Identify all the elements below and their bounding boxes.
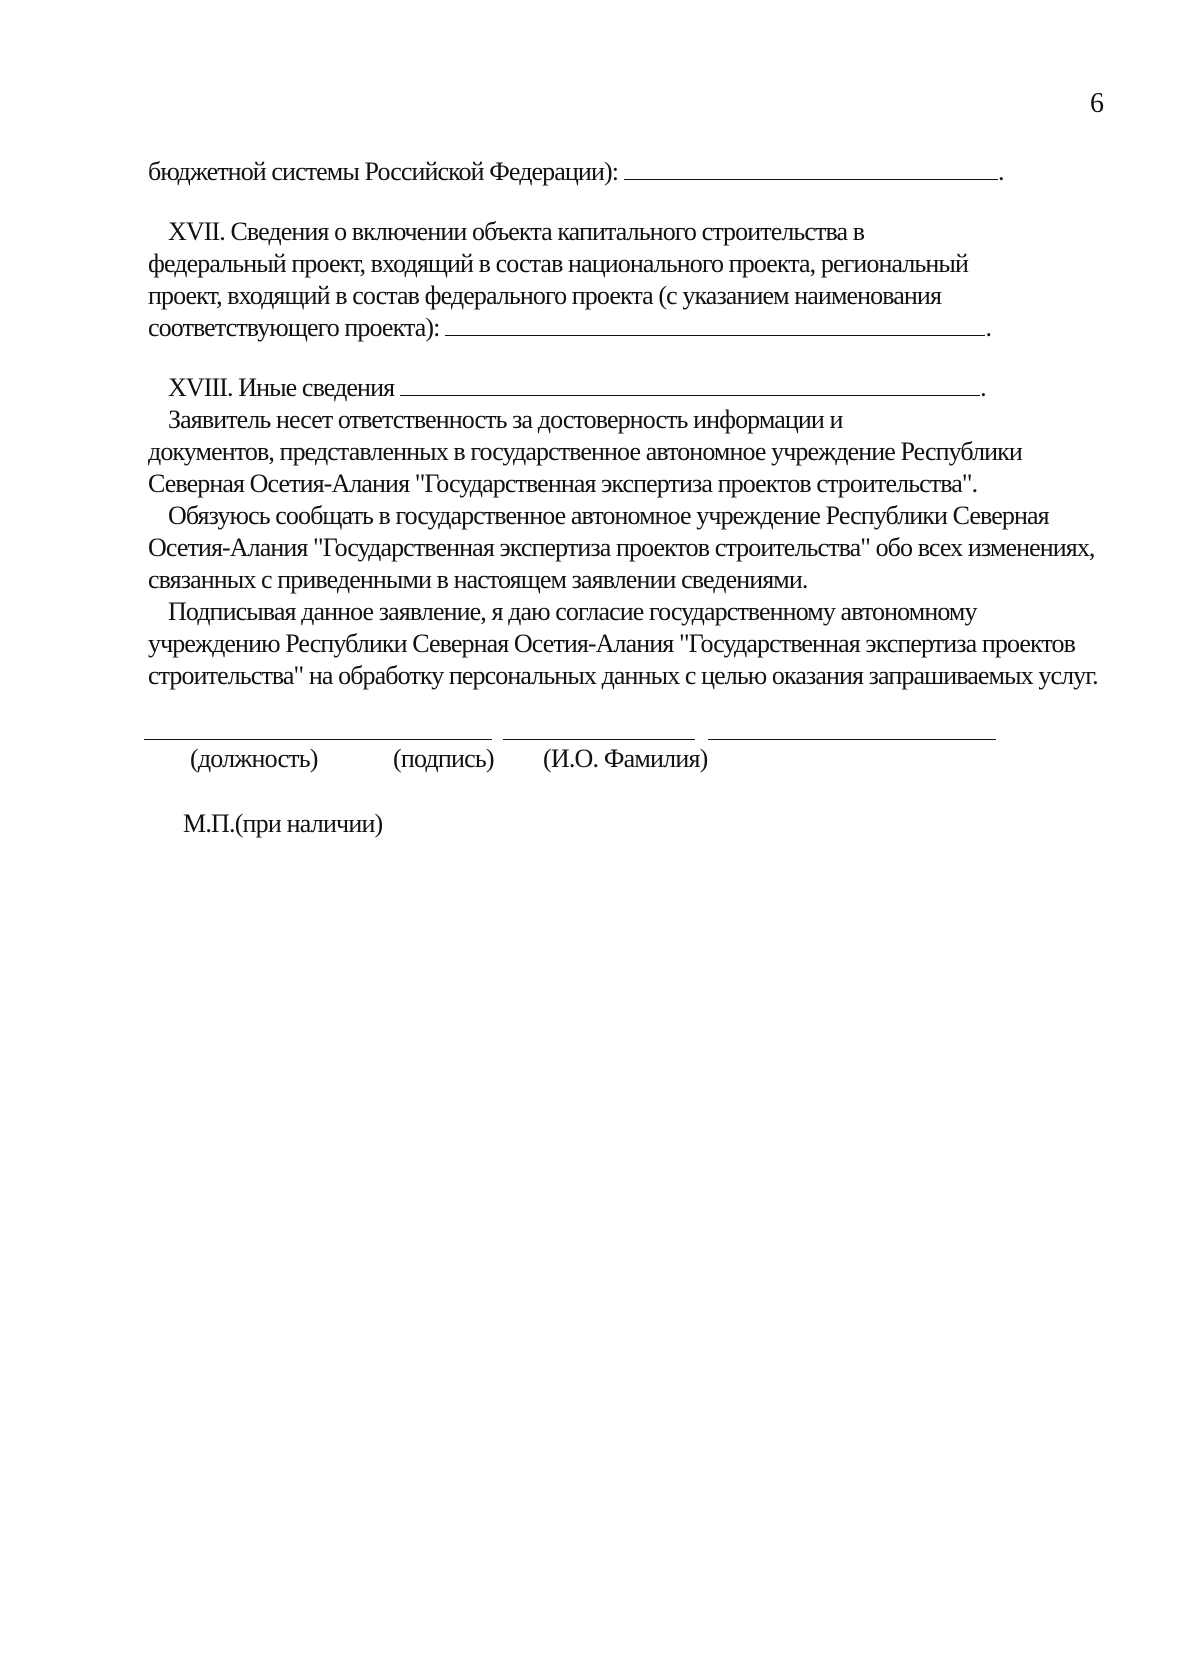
full-name-caption: (И.О. Фамилия) (543, 744, 708, 773)
section-17-line-4 (148, 312, 991, 344)
budget-system-text: бюджетной системы Российской Федерации): (148, 157, 619, 186)
section-17-line-4-text: соответствующего проекта): (148, 313, 440, 342)
notify-line-3: связанных с приведенными в настоящем заявлении сведениями. (148, 565, 808, 594)
position-caption: (должность) (190, 744, 318, 773)
signature-line[interactable] (503, 739, 695, 740)
section-18-label: XVIII. Иные сведения (168, 373, 395, 402)
section-18-blank[interactable] (400, 375, 980, 396)
page-number: 6 (1090, 88, 1104, 119)
section-18-line (168, 372, 986, 404)
section-17-end: . (985, 313, 992, 342)
responsibility-line-3: Северная Осетия-Алания "Государственная экспертиза проектов строительства". (148, 469, 978, 498)
budget-system-end: . (998, 157, 1004, 186)
section-17-blank[interactable] (445, 315, 985, 336)
section-17-line-3: проект, входящий в состав федерального проекта (с указанием наименования (148, 281, 942, 310)
responsibility-line-2: документов, представленных в государственное автономное учреждение Республики (148, 437, 1022, 466)
stamp-label: М.П.(при наличии) (183, 809, 383, 838)
name-signature-line[interactable] (708, 739, 996, 740)
responsibility-line-1: Заявитель несет ответственность за достоверность информации и (168, 405, 843, 434)
budget-system-line (148, 156, 1004, 188)
consent-line-2: учреждению Республики Северная Осетия-Алания "Государственная экспертиза проектов (148, 629, 1076, 658)
consent-line-3: строительства" на обработку персональных данных с целью оказания запрашиваемых услуг. (148, 661, 1098, 690)
signature-caption: (подпись) (393, 744, 494, 773)
budget-system-blank[interactable] (624, 159, 998, 180)
position-signature-line[interactable] (144, 739, 492, 740)
section-17-line-2: федеральный проект, входящий в состав национального проекта, региональный (148, 249, 968, 278)
section-18-end: . (980, 373, 986, 402)
notify-line-1: Обязуюсь сообщать в государственное автономное учреждение Республики Северная (168, 501, 1049, 530)
section-17-line-1: XVII. Сведения о включении объекта капитального строительства в (168, 217, 865, 246)
notify-line-2: Осетия-Алания "Государственная экспертиза проектов строительства" обо всех изменениях, (148, 533, 1095, 562)
consent-line-1: Подписывая данное заявление, я даю согласие государственному автономному (168, 597, 977, 626)
